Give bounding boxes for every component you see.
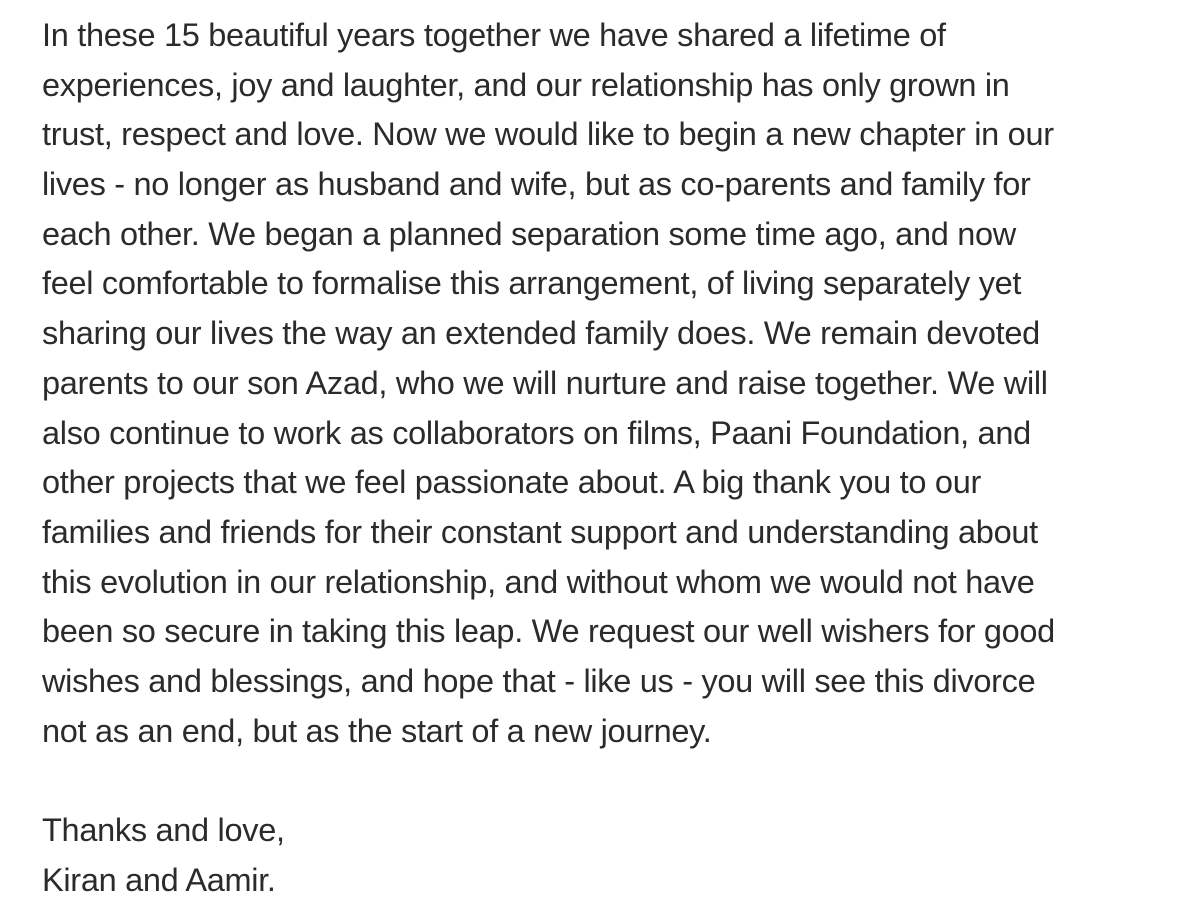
note-text <box>42 11 1182 905</box>
body-line: not as an end, but as the start of a new journey. <box>42 712 712 749</box>
body-line: In these 15 beautiful years together we have shared a lifetime of <box>42 17 946 53</box>
body-line: experiences, joy and laughter, and our relationship has only grown in <box>42 66 1010 103</box>
paragraph-spacer <box>42 756 1182 806</box>
body-line: trust, respect and love. Now we would like to begin a new chapter in our <box>42 116 1054 153</box>
closing-line: Thanks and love, <box>42 812 285 848</box>
body-line: sharing our lives the way an extended family does. We remain devoted <box>42 315 1040 352</box>
body-line: also continue to work as collaborators on films, Paani Foundation, and <box>42 414 1031 451</box>
body-line: wishes and blessings, and hope that - like us - you will see this divorce <box>42 662 1036 699</box>
body-line: this evolution in our relationship, and without whom we would not have <box>42 563 1035 600</box>
body-line: lives - no longer as husband and wife, but as co-parents and family for <box>42 166 1031 203</box>
body-line: each other. We began a planned separation some time ago, and now <box>42 215 1016 252</box>
body-line: other projects that we feel passionate about. A big thank you to our <box>42 464 981 501</box>
body-line: feel comfortable to formalise this arrangement, of living separately yet <box>42 265 1022 302</box>
signature-line: Kiran and Aamir. <box>42 861 276 898</box>
body-line: families and friends for their constant support and understanding about <box>42 513 1038 550</box>
body-line: been so secure in taking this leap. We request our well wishers for good <box>42 613 1055 650</box>
body-line: parents to our son Azad, who we will nurture and raise together. We will <box>42 364 1048 401</box>
